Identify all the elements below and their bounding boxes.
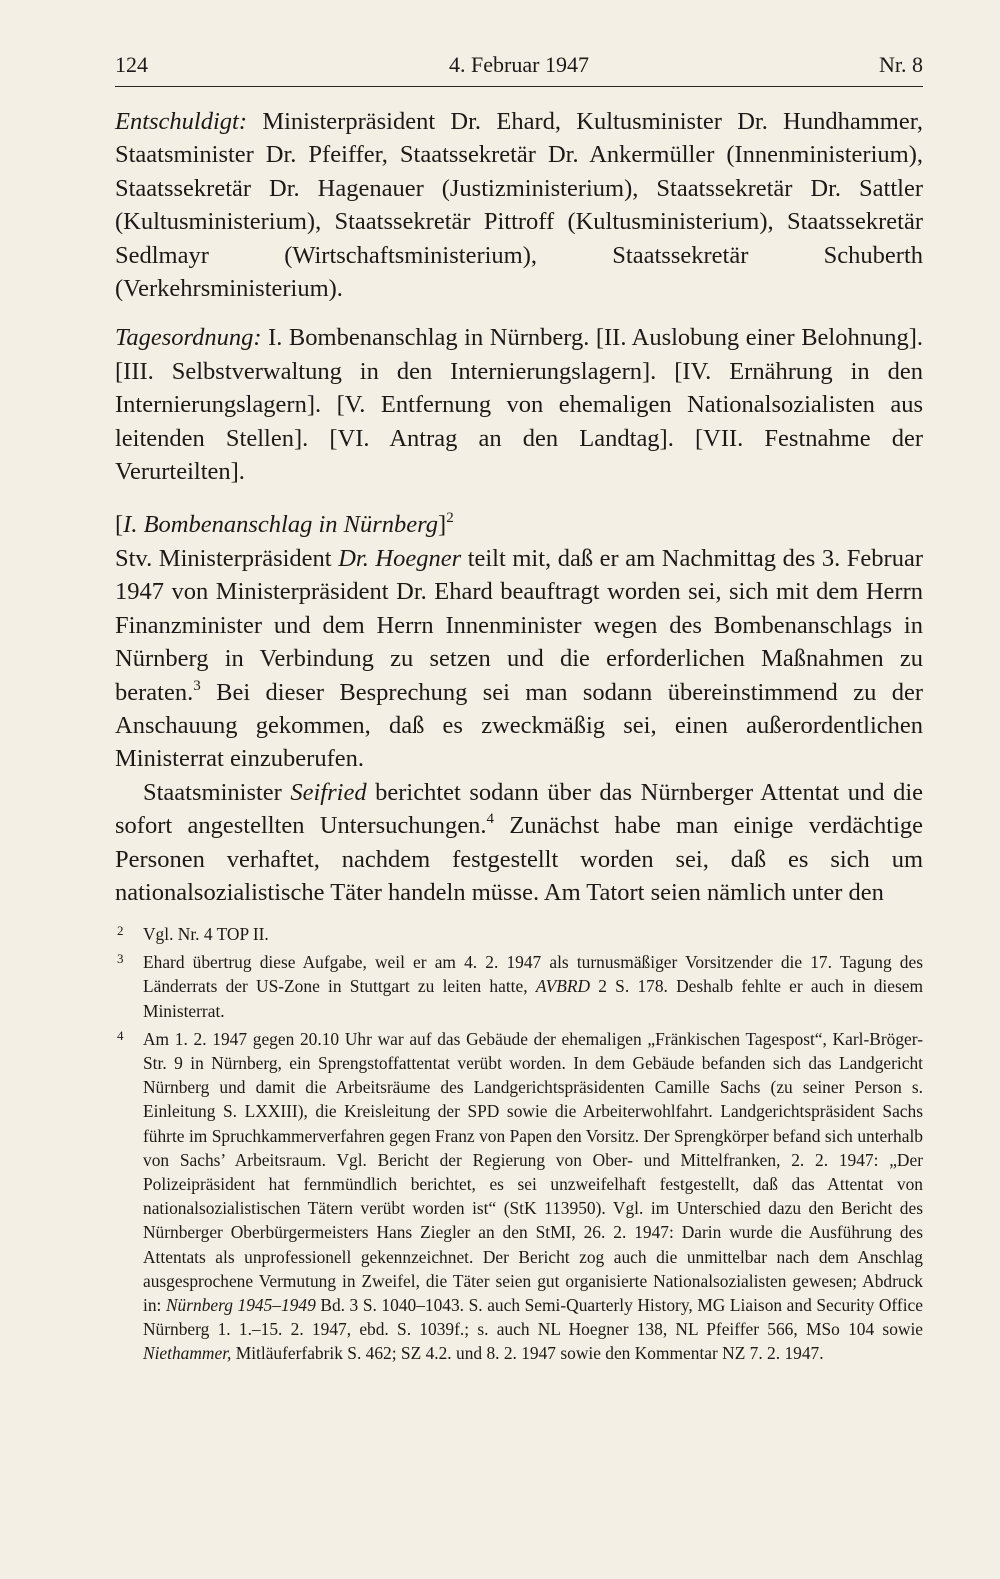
footnote-4-text-a: Am 1. 2. 1947 gegen 20.10 Uhr war auf das Gebäude der ehemaligen „Fränkischen Tagespost“, Karl-Bröger-Str. 9 in Nürnberg, ein Sprengstoffattentat verübt worden. In dem Gebäude befanden sich das Landgericht Nürnberg und damit die Arbeitsräume des Landgerichtspräsidenten Camille Sachs (zu seiner Person s. Einleitung S. LXXIII), die Kreisleitung der SPD sowie die Arbeiterwohlfahrt. Landgerichtspräsident Sachs führte im Spruchkammerverfahren gegen Franz von Papen den Vorsitz. Der Sprengkörper befand sich unterhalb von Sachs’ Arbeitsraum. Vgl. Bericht der Regierung von Ober- und Mittelfranken, 2. 2. 1947: „Der Polizeipräsident hat fernmündlich berichtet, es sei unzweifelhaft festgestellt, daß das Attentat von nationalsozialistischen Tätern verübt worden ist“ (StK 113950). Vgl. im Unterschied dazu den Bericht des Nürnberger Oberbürgermeisters Hans Ziegler an den StMI, 26. 2. 1947: Darin wurde die Ausführung des Attentats als unprofessionell gekennzeichnet. Der Bericht zog auch die unmittelbar nach dem Anschlag ausgesprochene Vermutung in Zweifel, die Täter seien gut organisierte Nationalsozialisten gewesen; Abdruck in: (143, 1028, 923, 1316)
excused-label: Entschuldigt: (115, 108, 248, 135)
section-title: I. Bombenanschlag in Nürnberg (123, 511, 439, 539)
footnote-2-number: 2 (117, 923, 124, 938)
section-bracket-open: [ (115, 511, 124, 539)
para2-text-a: Staatsminister (143, 778, 291, 806)
footnote-4-text-b: Bd. 3 S. 1040–1043. S. auch Semi-Quarterly History, MG Liaison and Security Office Nürnberg 1. 1.–15. 2. 1947, ebd. S. 1039f.; s. auch NL Hoegner 138, NL Pfeiffer 566, MSo 104 sowie (143, 1295, 923, 1340)
agenda-paragraph (115, 321, 923, 488)
para1-text-a: Stv. Ministerpräsident (115, 544, 339, 572)
footnote-3 (115, 950, 923, 1023)
footnote-4-number: 4 (117, 1027, 124, 1043)
footnote-ref-3: 3 (193, 677, 201, 694)
footnote-4-citation-b: Niethammer, (143, 1343, 232, 1364)
footnote-3-text-a: Ehard übertrug diese Aufgabe, weil er am 4. 2. 1947 als turnusmäßiger Vorsitzender die 17. Tagung des Länderrats der US-Zone in Stuttgart zu leiten hatte, (143, 952, 923, 997)
speaker-hoegner: Dr. Hoegner (338, 544, 462, 572)
excused-text: Ministerpräsident Dr. Ehard, Kultusminister Dr. Hundhammer, Staatsminister Dr. Pfeiffer, Staatssekretär Dr. Ankermüller (Innenministerium), Staatssekretär Dr. Hagenauer (Justizministerium), Staatssekretär Dr. Sattler (Kultusministerium), Staatssekretär Pittroff (Kultusministerium), Staatssekretär Sedlmayr (Wirtschaftsministerium), Staatssekretär Schuberth (Verkehrsministerium). (115, 108, 923, 303)
footnote-ref-2: 2 (446, 510, 454, 527)
section-bracket-close: ] (438, 511, 447, 539)
para1-text-b: teilt mit, daß er am Nachmittag des 3. Februar 1947 von Ministerpräsident Dr. Ehard beauftragt worden sei, sich mit dem Herrn Finanzminister und dem Herrn Innenminister wegen des Bombenanschlags in Nürnberg in Verbindung zu setzen und die erforderlichen Maßnahmen zu beraten. (115, 544, 923, 706)
footnote-ref-4: 4 (486, 811, 495, 828)
footnote-2 (115, 922, 923, 946)
running-header (115, 50, 923, 87)
paragraph-hoegner (115, 542, 923, 776)
footnote-3-number: 3 (117, 951, 124, 967)
agenda-text: I. Bombenanschlag in Nürnberg. [II. Auslobung einer Belohnung]. [III. Selbstverwaltung in den Internierungslagern]. [IV. Ernährung in den Internierungslagern]. [V. Entfernung von ehemaligen Nationalsozialisten aus leitenden Stellen]. [VI. Antrag an den Landtag]. [VII. Festnahme der Verurteilten]. (115, 324, 923, 486)
para2-text-b: berichtet sodann über das Nürnberger Attentat und die sofort angestellten Untersuchungen. (115, 778, 923, 840)
excused-paragraph (115, 105, 923, 305)
footnotes (115, 922, 923, 1370)
footnote-4-citation-a: Nürnberg 1945–1949 (165, 1295, 316, 1316)
footnote-4-text-c: Mitläuferfabrik S. 462; SZ 4.2. und 8. 2. 1947 sowie den Kommentar NZ 7. 2. 1947. (231, 1343, 824, 1364)
footnote-4 (115, 1027, 923, 1366)
footnote-2-text: Vgl. Nr. 4 TOP II. (143, 924, 269, 944)
document-number: Nr. 8 (879, 52, 923, 77)
footnote-3-text-b: 2 S. 178. Deshalb fehlte er auch in diesem Ministerrat. (143, 976, 923, 1021)
header-date: 4. Februar 1947 (449, 52, 589, 77)
speaker-seifried: Seifried (290, 778, 367, 806)
section-heading (115, 508, 923, 541)
para2-text-c: Zunächst habe man einige verdächtige Personen verhaftet, nachdem festgestellt worden sei, daß es sich um nationalsozialistische Täter handeln müsse. Am Tatort seien nämlich unter den (115, 812, 924, 906)
para1-text-c: Bei dieser Besprechung sei man sodann übereinstimmend zu der Anschauung gekommen, daß es zweckmäßig sei, einen außerordentlichen Ministerrat einzuberufen. (115, 678, 923, 773)
footnote-3-citation: AVBRD (535, 976, 591, 997)
main-text (115, 105, 923, 909)
paragraph-seifried (115, 776, 923, 910)
agenda-label: Tagesordnung: (115, 324, 262, 352)
page-number: 124 (115, 52, 148, 77)
